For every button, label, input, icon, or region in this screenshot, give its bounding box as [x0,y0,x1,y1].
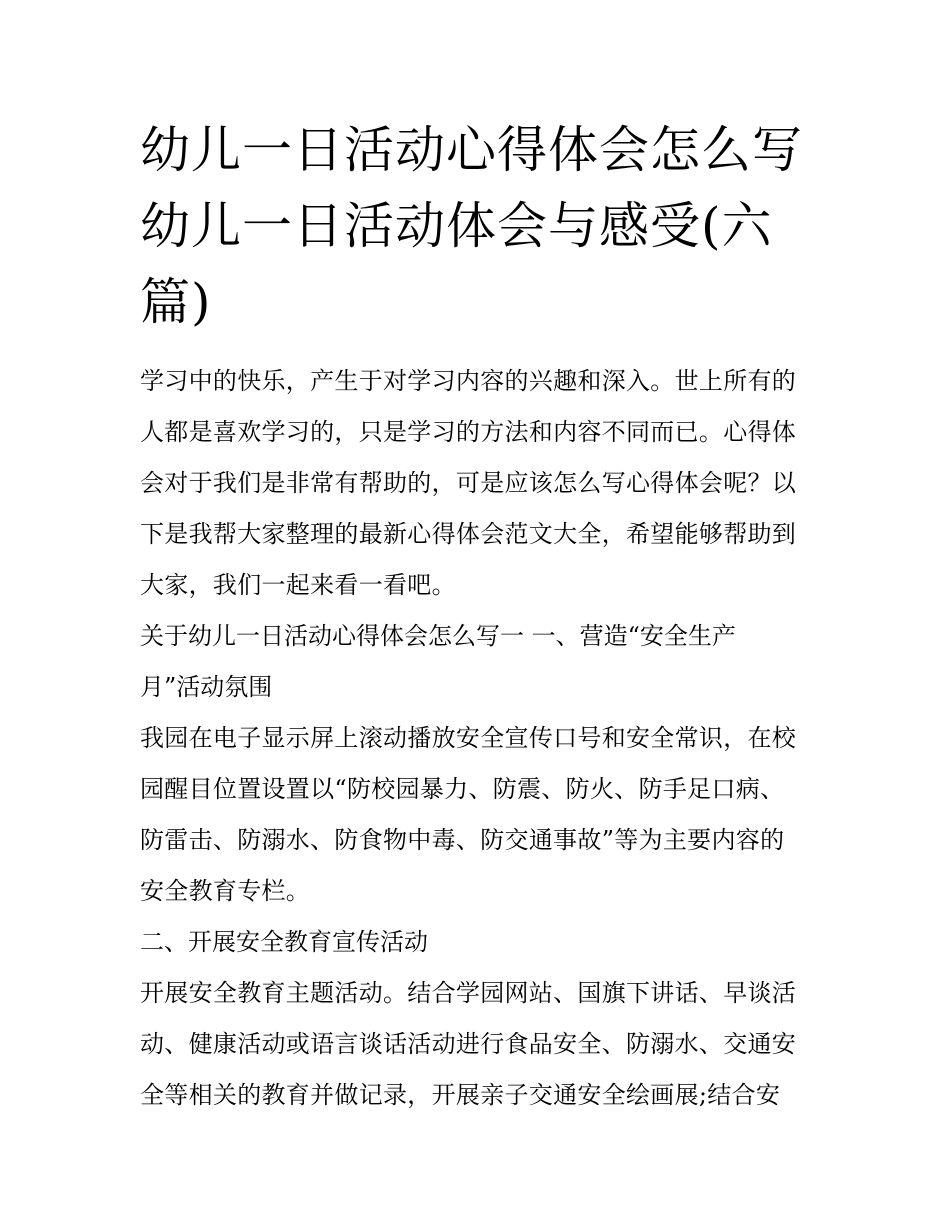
section1-line: 安全教育专栏。 [140,877,311,905]
title-line: 幼儿一日活动心得体会怎么写 [140,121,803,179]
document-title [140,112,820,340]
section1-heading-line: 关于幼儿一日活动心得体会怎么写一 一、营造“安全生产 [140,622,736,650]
intro-line: 大家，我们一起来看一看吧。 [140,571,456,599]
section1-line: 园醒目位置设置以“防校园暴力、防震、防火、防手足口病、 [140,775,785,803]
title-line: 篇) [140,273,212,331]
section1-paragraph [140,713,820,917]
section2-heading [140,917,820,968]
section2-line: 动、健康活动或语言谈话活动进行食品安全、防溺水、交通安 [140,1030,797,1058]
section2-paragraph [140,968,820,1121]
intro-line: 人都是喜欢学习的，只是学习的方法和内容不同而已。心得体 [140,418,797,446]
intro-line: 下是我帮大家整理的最新心得体会范文大全，希望能够帮助到 [140,520,797,548]
section1-line: 防雷击、防溺水、防食物中毒、防交通事故”等为主要内容的 [140,826,785,854]
section1-heading-line: 月”活动氛围 [140,673,273,701]
document-body [140,356,820,1121]
intro-paragraph [140,356,820,611]
section2-line: 开展安全教育主题活动。结合学园网站、国旗下讲话、早谈活 [140,979,797,1007]
intro-line: 会对于我们是非常有帮助的，可是应该怎么写心得体会呢？以 [140,469,797,497]
section1-line: 我园在电子显示屏上滚动播放安全宣传口号和安全常识，在校 [140,724,797,752]
section2-heading-line: 二、开展安全教育宣传活动 [140,928,428,956]
intro-line: 学习中的快乐，产生于对学习内容的兴趣和深入。世上所有的 [140,367,797,395]
section2-line: 全等相关的教育并做记录，开展亲子交通安全绘画展;结合安 [140,1081,781,1109]
section1-heading [140,611,820,713]
title-line: 幼儿一日活动体会与感受(六 [140,197,773,255]
